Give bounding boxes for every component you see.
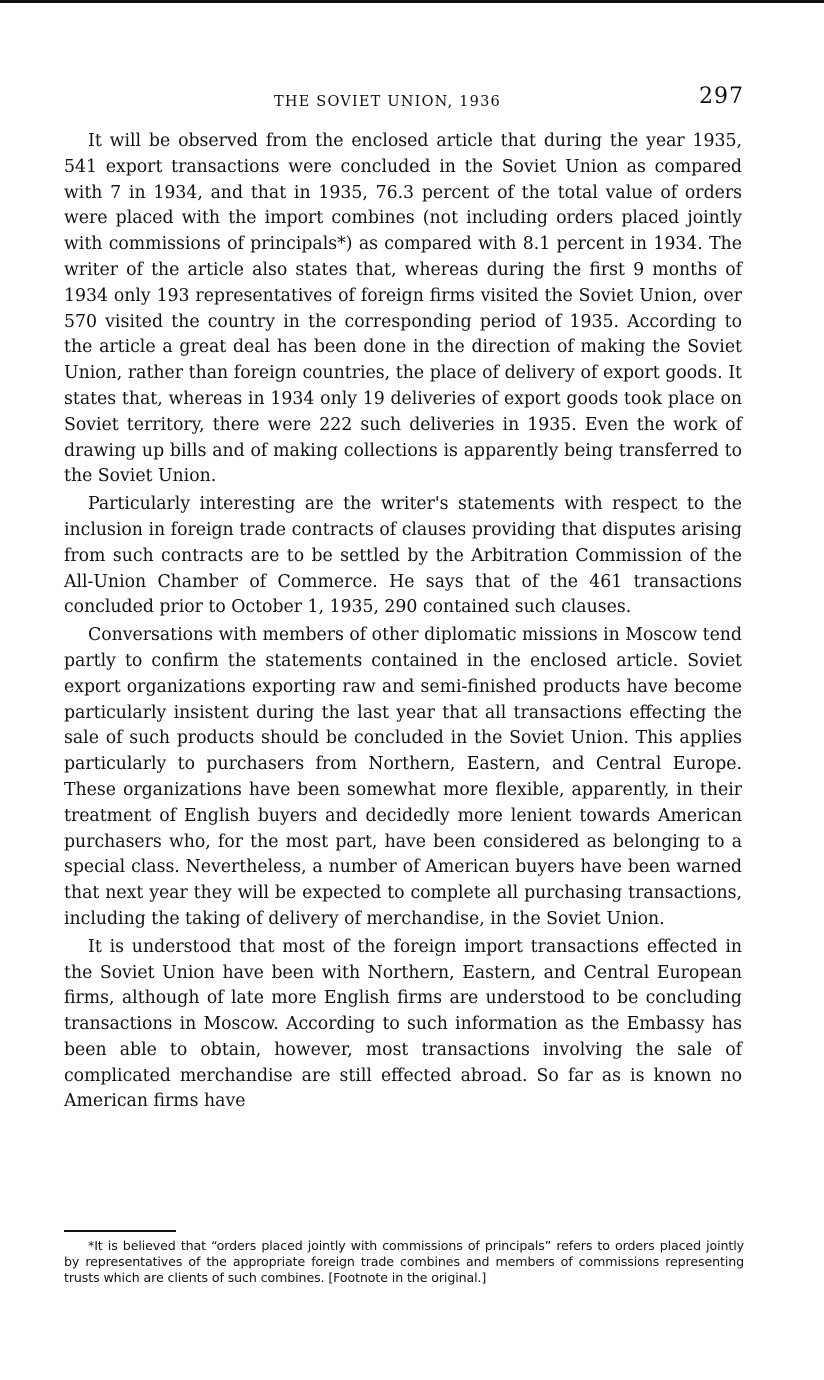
paragraph-1: It will be observed from the enclosed article that during the year 1935, 541 export transactions were concluded in the Soviet Union as compared with 7 in 1934, and that in 1935, 76.3 percent of the total value of orders were placed with the import combines (not including orders placed jointly with commissions of principals*) as compared with 8.1 percent in 1934. The writer of the article also states that, whereas during the first 9 months of 1934 only 193 representatives of foreign firms visited the Soviet Union, over 570 visited the country in the corresponding period of 1935. According to the article a great deal has been done in the direction of making the Soviet Union, rather than foreign countries, the place of delivery of export goods. It states that, whereas in 1934 only 19 deliveries of export goods took place on Soviet territory, there were 222 such deliveries in 1935. Even the work of drawing up bills and of making collections is apparently being transferred to the Soviet Union. <box>64 131 742 487</box>
running-head: THE SOVIET UNION, 1936 <box>274 94 501 110</box>
page-header <box>64 84 744 120</box>
body-text <box>64 129 742 1115</box>
footnote-separator <box>64 1230 176 1232</box>
top-edge-rule <box>0 0 824 3</box>
footnote: *It is believed that “orders placed jointly with commissions of principals” refers to orders placed jointly by representatives of the appropriate foreign trade combines and members of commissions representing trusts which are clients of such combines. [Footnote in the original.] <box>64 1238 744 1285</box>
paragraph-2: Particularly interesting are the writer's statements with respect to the inclusion in foreign trade contracts of clauses providing that disputes arising from such contracts are to be settled by the Arbitration Commission of the All-Union Chamber of Commerce. He says that of the 461 transactions concluded prior to October 1, 1935, 290 contained such clauses. <box>64 494 742 618</box>
paragraph-3: Conversations with members of other diplomatic missions in Moscow tend partly to confirm the statements contained in the enclosed article. Soviet export organizations exporting raw and semi-finished products have become particularly insistent during the last year that all transactions effecting the sale of such products should be concluded in the Soviet Union. This applies particularly to purchasers from Northern, Eastern, and Central Europe. These organizations have been somewhat more flexible, apparently, in their treatment of English buyers and decidedly more lenient towards American purchasers who, for the most part, have been considered as belonging to a special class. Nevertheless, a number of American buyers have been warned that next year they will be expected to complete all purchasing transactions, including the taking of delivery of merchandise, in the Soviet Union. <box>64 625 742 929</box>
page-number: 297 <box>699 84 744 109</box>
paragraph-4: It is understood that most of the foreign import transactions effected in the Soviet Union have been with Northern, Eastern, and Central European firms, although of late more English firms are understood to be concluding transactions in Moscow. According to such information as the Embassy has been able to obtain, however, most transactions involving the sale of complicated merchandise are still effected abroad. So far as is known no American firms have <box>64 936 742 1112</box>
